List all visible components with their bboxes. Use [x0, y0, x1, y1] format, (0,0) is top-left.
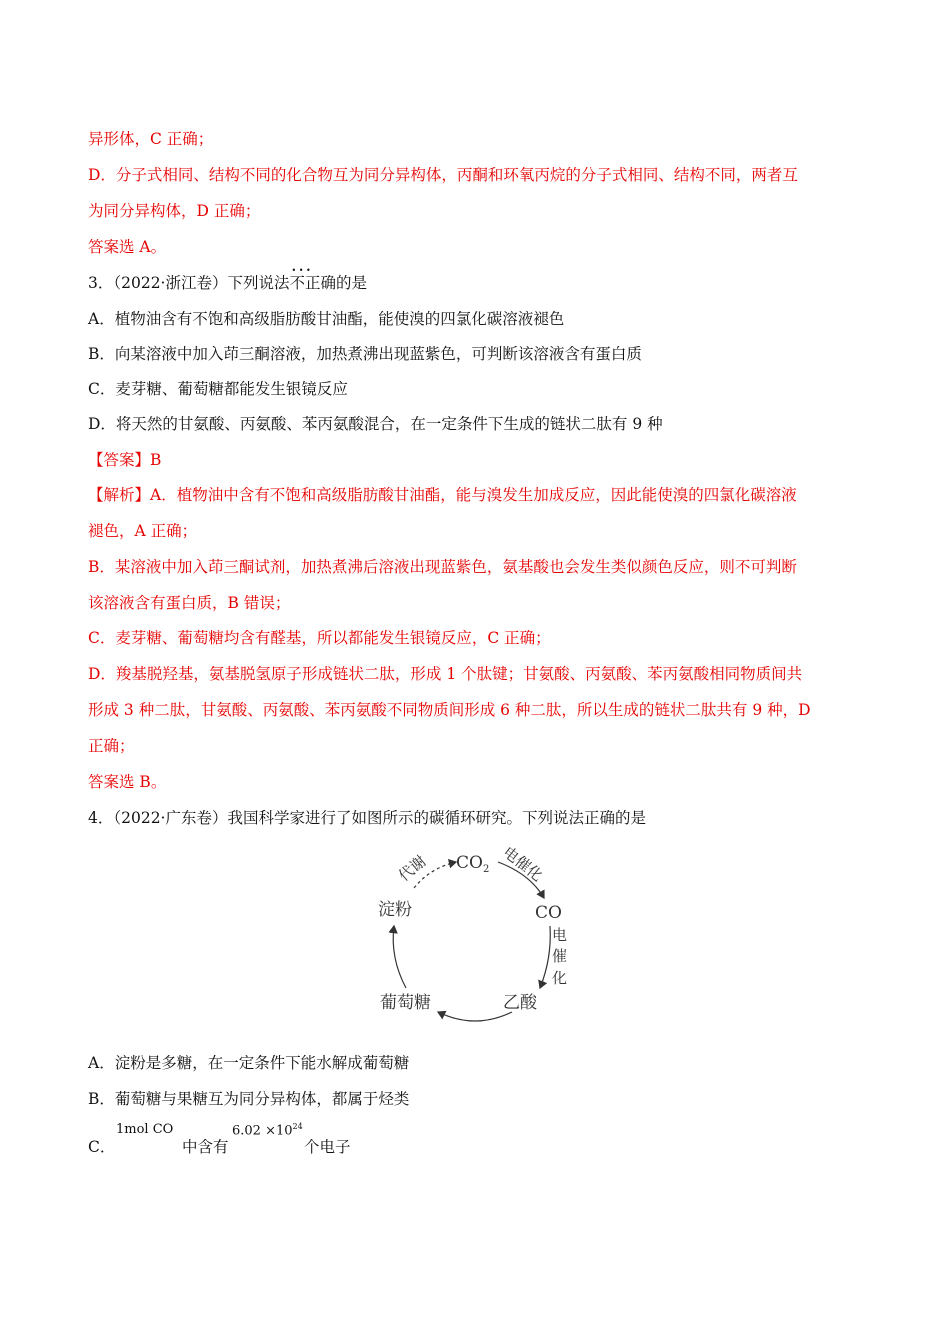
glucose-to-starch-arrow	[393, 926, 406, 988]
option-c: C．麦芽糖、葡萄糖都能发生银镜反应	[88, 380, 348, 398]
analysis-line: 为同分异构体，D 正确；	[88, 202, 261, 220]
q4-option-c-end: 个电子	[304, 1138, 351, 1156]
stem-prefix: 3．（2022·浙江卷）下列说法	[88, 274, 290, 292]
electrocatalysis-top-label: 电催化	[499, 842, 547, 885]
carbon-cycle-diagram	[370, 840, 590, 1030]
starch-label: 淀粉	[378, 900, 412, 920]
electrocatalysis-right-char: 化	[552, 969, 568, 987]
co2-label: $CO_2$	[456, 853, 490, 875]
q4-option-c-mid: 中含有	[182, 1138, 229, 1156]
co-to-acetic-arrow	[540, 926, 550, 988]
electrocatalysis-right-char: 催	[552, 947, 568, 965]
q4-option-c-label: C．	[88, 1138, 116, 1156]
question-3-stem	[88, 272, 367, 294]
option-d: D．将天然的甘氨酸、丙氨酸、苯丙氨酸混合，在一定条件下生成的链状二肽有 9 种	[88, 415, 663, 433]
option-b: B．向某溶液中加入茚三酮溶液，加热煮沸出现蓝紫色，可判断该溶液含有蛋白质	[88, 345, 642, 363]
analysis-line: D．分子式相同、结构不同的化合物互为同分异构体，丙酮和环氧丙烷的分子式相同、结构不同，两者互	[88, 166, 798, 184]
analysis-line: 该溶液含有蛋白质，B 错误；	[88, 594, 291, 612]
stem-emphasis: • • • 不正确	[290, 274, 337, 292]
electrocatalysis-right-char: 电	[552, 926, 568, 944]
q4-option-c-number: $6.02 \times 10^{24}$	[232, 1122, 303, 1139]
stem-suffix: 的是	[336, 274, 368, 292]
analysis-line: B．某溶液中加入茚三酮试剂，加热煮沸后溶液出现蓝紫色，氨基酸也会发生类似颜色反应，则不可判断	[88, 558, 797, 576]
acetic-to-glucose-arrow	[438, 1012, 512, 1021]
analysis-line: C．麦芽糖、葡萄糖均含有醛基，所以都能发生银镜反应，C 正确；	[88, 629, 551, 647]
q4-option-b: B．葡萄糖与果糖互为同分异构体，都属于烃类	[88, 1090, 410, 1108]
answer-line: 答案选 A。	[88, 238, 167, 256]
question-4-stem: 4．（2022·广东卷）我国科学家进行了如图所示的碳循环研究。下列说法正确的是	[88, 809, 646, 827]
analysis-line: 形成 3 种二肽，甘氨酸、丙氨酸、苯丙氨酸不同物质间形成 6 种二肽，所以生成的链状二肽共有 9 种，D	[88, 701, 811, 719]
glucose-label: 葡萄糖	[380, 993, 431, 1013]
analysis-line: D．羧基脱羟基，氨基脱氢原子形成链状二肽，形成 1 个肽键；甘氨酸、丙氨酸、苯丙氨酸相同物质间共	[88, 665, 803, 683]
analysis-line: 正确；	[88, 737, 135, 755]
analysis-line: 褪色，A 正确；	[88, 522, 198, 540]
analysis-line: 【解析】A．植物油中含有不饱和高级脂肪酸甘油酯，能与溴发生加成反应，因此能使溴的四氯化碳溶液	[88, 486, 797, 504]
acetic-acid-label: 乙酸	[503, 993, 537, 1013]
q4-option-c-mol: 1mol CO	[116, 1122, 174, 1137]
answer-label: 【答案】B	[88, 451, 162, 469]
q4-option-a: A．淀粉是多糖，在一定条件下能水解成葡萄糖	[88, 1054, 410, 1072]
analysis-line: 异形体，C 正确；	[88, 130, 214, 148]
option-a: A．植物油含有不饱和高级脂肪酸甘油酯，能使溴的四氯化碳溶液褪色	[88, 310, 565, 328]
co-label: CO	[535, 903, 562, 923]
analysis-line: 答案选 B。	[88, 773, 167, 791]
metabolism-label: 代谢	[395, 851, 430, 886]
